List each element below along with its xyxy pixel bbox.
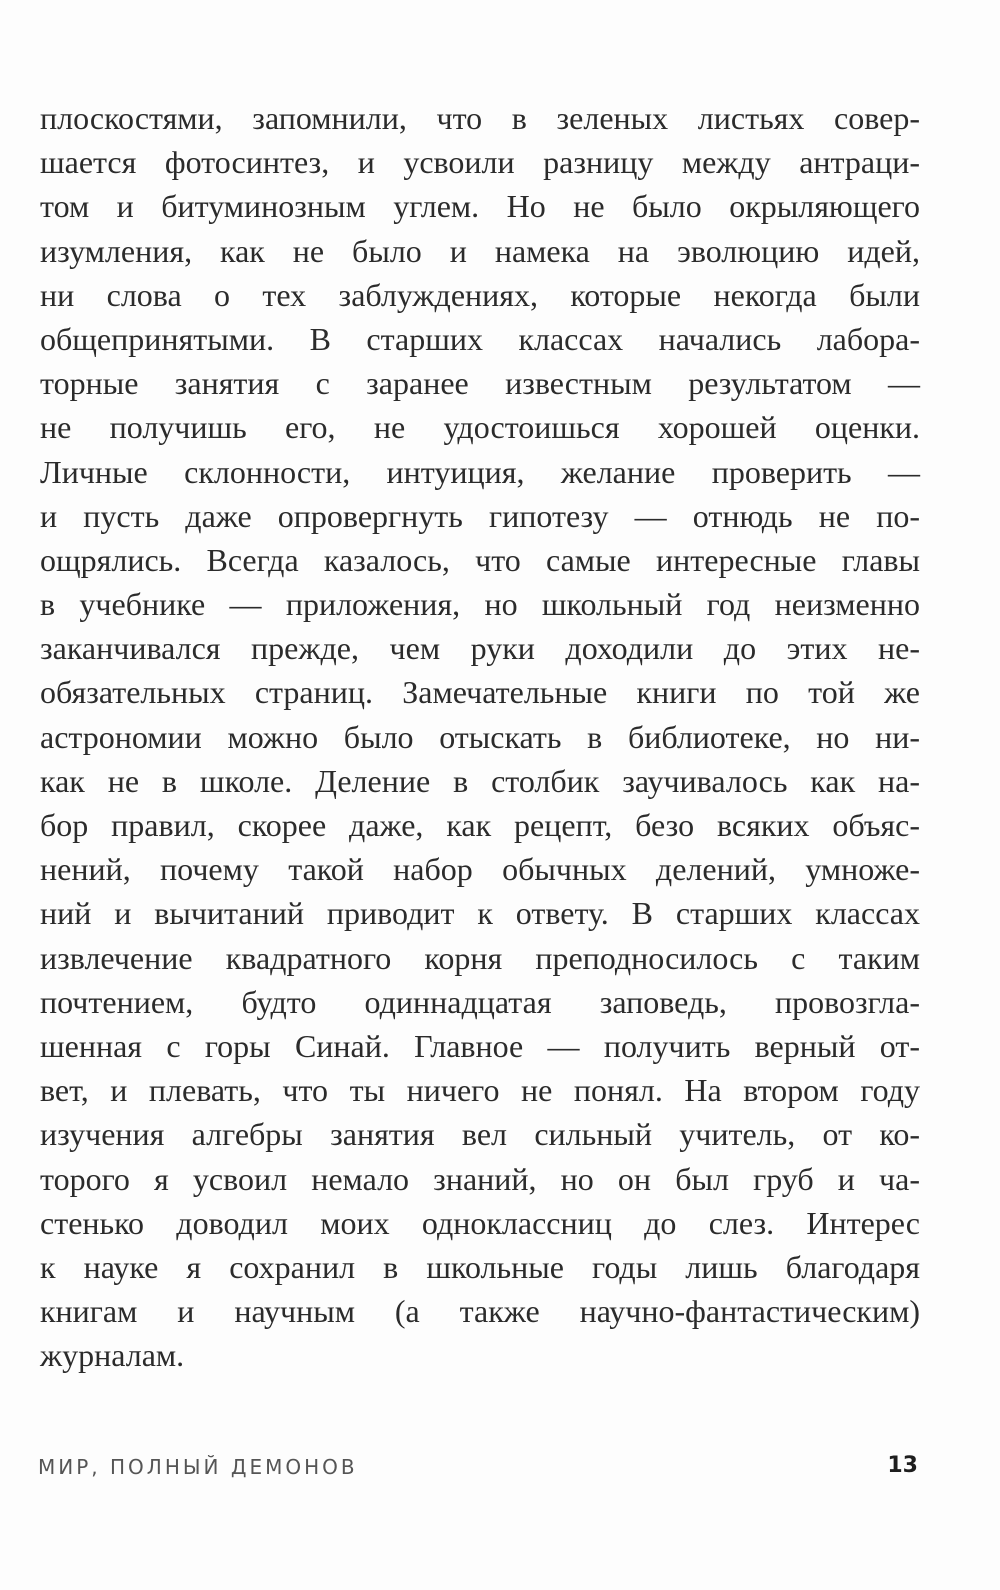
text-line: шенная с горы Синай. Главное — получить верный от- — [40, 1027, 920, 1064]
text-line: Личные склонности, интуиция, желание проверить — — [40, 453, 920, 490]
text-line: не получишь его, не удостоишься хорошей оценки. — [40, 409, 920, 446]
text-line: плоскостями, запомнили, что в зеленых листьях совер- — [40, 100, 920, 136]
running-title: МИР, ПОЛНЫЙ ДЕМОНОВ — [38, 1455, 358, 1479]
text-line: изучения алгебры занятия вел сильный учитель, от ко- — [40, 1116, 920, 1153]
text-line: обязательных страниц. Замечательные книги по той же — [40, 674, 920, 711]
text-line: бор правил, скорее даже, как рецепт, безо всяких объяс- — [40, 807, 920, 843]
text-line: извлечение квадратного корня преподносилось с таким — [40, 939, 920, 976]
text-line: общепринятыми. В старших классах начались лабора- — [40, 320, 920, 357]
text-line: торого я усвоил немало знаний, но он был груб и ча- — [40, 1160, 920, 1197]
text-line-last: журналам. — [40, 1337, 185, 1374]
text-line: как не в школе. Деление в столбик заучивалось как на- — [40, 762, 920, 799]
text-line: и пусть даже опровергнуть гипотезу — отнюдь не по- — [40, 497, 920, 534]
text-line: почтением, будто одиннадцатая заповедь, провозгла- — [40, 983, 920, 1020]
text-line: том и битуминозным углем. Но не было окрыляющего — [40, 188, 920, 225]
text-line: изумления, как не было и намека на эволюцию идей, — [40, 232, 920, 269]
text-line: шается фотосинтез, и усвоили разницу между антраци- — [40, 144, 920, 181]
text-line: вет, и плевать, что ты ничего не понял. На втором году — [40, 1072, 920, 1109]
page-number: 13 — [887, 1453, 918, 1478]
text-line: книгам и научным (а также научно-фантастическим) — [40, 1293, 920, 1330]
text-line: стенько доводил моих одноклассниц до слез. Интерес — [40, 1204, 920, 1241]
text-line: к науке я сохранил в школьные годы лишь благодаря — [40, 1248, 920, 1285]
text-line: заканчивался прежде, чем руки доходили до этих не- — [40, 630, 920, 667]
text-line: нений, почему такой набор обычных делений, умноже- — [40, 851, 920, 888]
text-line: в учебнике — приложения, но школьный год неизменно — [40, 586, 920, 623]
text-line: ни слова о тех заблуждениях, которые некогда были — [40, 276, 920, 313]
body-text — [40, 96, 920, 1377]
text-line: ощрялись. Всегда казалось, что самые интересные главы — [40, 541, 920, 578]
text-line: ний и вычитаний приводит к ответу. В старших классах — [40, 895, 920, 932]
text-line: торные занятия с заранее известным результатом — — [40, 365, 920, 402]
text-line: астрономии можно было отыскать в библиотеке, но ни- — [40, 718, 920, 755]
page-footer — [38, 1455, 918, 1491]
